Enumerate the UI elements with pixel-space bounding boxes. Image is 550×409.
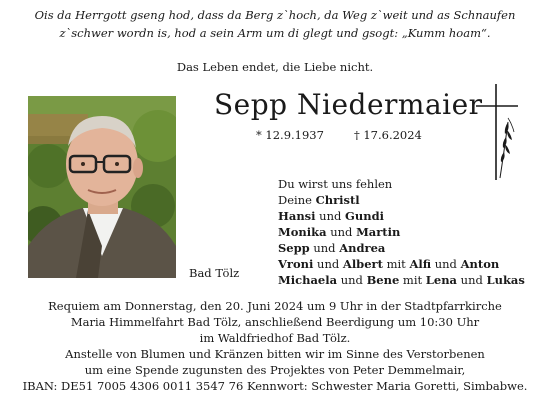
mourner-lines	[278, 192, 525, 288]
mourner-name: Vroni	[278, 257, 314, 271]
service-details	[0, 298, 550, 394]
portrait-photo	[28, 96, 176, 278]
mourners-intro: Du wirst uns fehlen	[278, 177, 393, 191]
mourner-name: Monika	[278, 225, 327, 239]
mourner-name: Anton	[460, 257, 500, 271]
cross-with-wheat-icon	[474, 82, 522, 182]
service-line: Requiem am Donnerstag, den 20. Juni 2024 um 9 Uhr in der Stadtpfarrkirche	[48, 299, 502, 313]
mourner-name: Lena	[425, 273, 458, 287]
service-line: im Waldfriedhof Bad Tölz.	[199, 331, 351, 345]
deceased-name: Sepp Niedermaier	[214, 88, 483, 121]
mourner-name: Michaela	[278, 273, 338, 287]
mourner-connector: und	[315, 209, 346, 223]
poem	[0, 6, 550, 42]
mourner-name: Martin	[356, 225, 401, 239]
mourner-line	[278, 192, 525, 208]
mourner-connector: mit	[382, 257, 410, 271]
mourner-connector: und	[337, 273, 367, 287]
mourner-name: Lukas	[486, 273, 525, 287]
mourner-name: Andrea	[339, 241, 386, 255]
mourner-connector: und	[326, 225, 357, 239]
place-label: Bad Tölz	[189, 266, 240, 280]
mourner-connector: und	[431, 257, 461, 271]
motto: Das Leben endet, die Liebe nicht.	[176, 60, 374, 74]
mourner-connector: und	[313, 257, 343, 271]
mourner-line	[278, 208, 525, 224]
mourners-list	[278, 176, 525, 288]
death-date: † 17.6.2024	[353, 128, 422, 142]
mourner-line	[278, 224, 525, 240]
service-line: Anstelle von Blumen und Kränzen bitten wir im Sinne des Verstorbenen	[65, 347, 485, 361]
life-dates	[256, 128, 422, 142]
mourner-name: Sepp	[278, 241, 310, 255]
service-line: Maria Himmelfahrt Bad Tölz, anschließend Beerdigung um 10:30 Uhr	[70, 315, 480, 329]
mourner-name: Bene	[366, 273, 400, 287]
mourner-name: Alfi	[409, 257, 432, 271]
birth-date: * 12.9.1937	[256, 128, 324, 142]
mourner-connector: und	[309, 241, 340, 255]
poem-line-1: Ois da Herrgott gseng hod, dass da Berg z`hoch, da Weg z`weit und as Schnaufen	[34, 8, 516, 22]
mourner-name: Albert	[342, 257, 383, 271]
mourner-connector: mit	[399, 273, 426, 287]
mourner-line	[278, 256, 525, 272]
poem-line-2: z`schwer wordn is, hod a sein Arm um di glegt und gsogt: „Kumm hoam“.	[59, 26, 491, 40]
mourner-name: Christl	[315, 193, 360, 207]
service-line: um eine Spende zugunsten des Projektes von Peter Demmelmair,	[84, 363, 466, 377]
mourner-connector: und	[457, 273, 487, 287]
mourner-name: Gundi	[345, 209, 384, 223]
mourner-name: Hansi	[278, 209, 316, 223]
mourner-line	[278, 240, 525, 256]
mourner-connector: Deine	[278, 193, 316, 207]
mourner-line	[278, 272, 525, 288]
service-line: IBAN: DE51 7005 4306 0011 3547 76 Kennwort: Schwester Maria Goretti, Simbabwe.	[22, 379, 528, 393]
